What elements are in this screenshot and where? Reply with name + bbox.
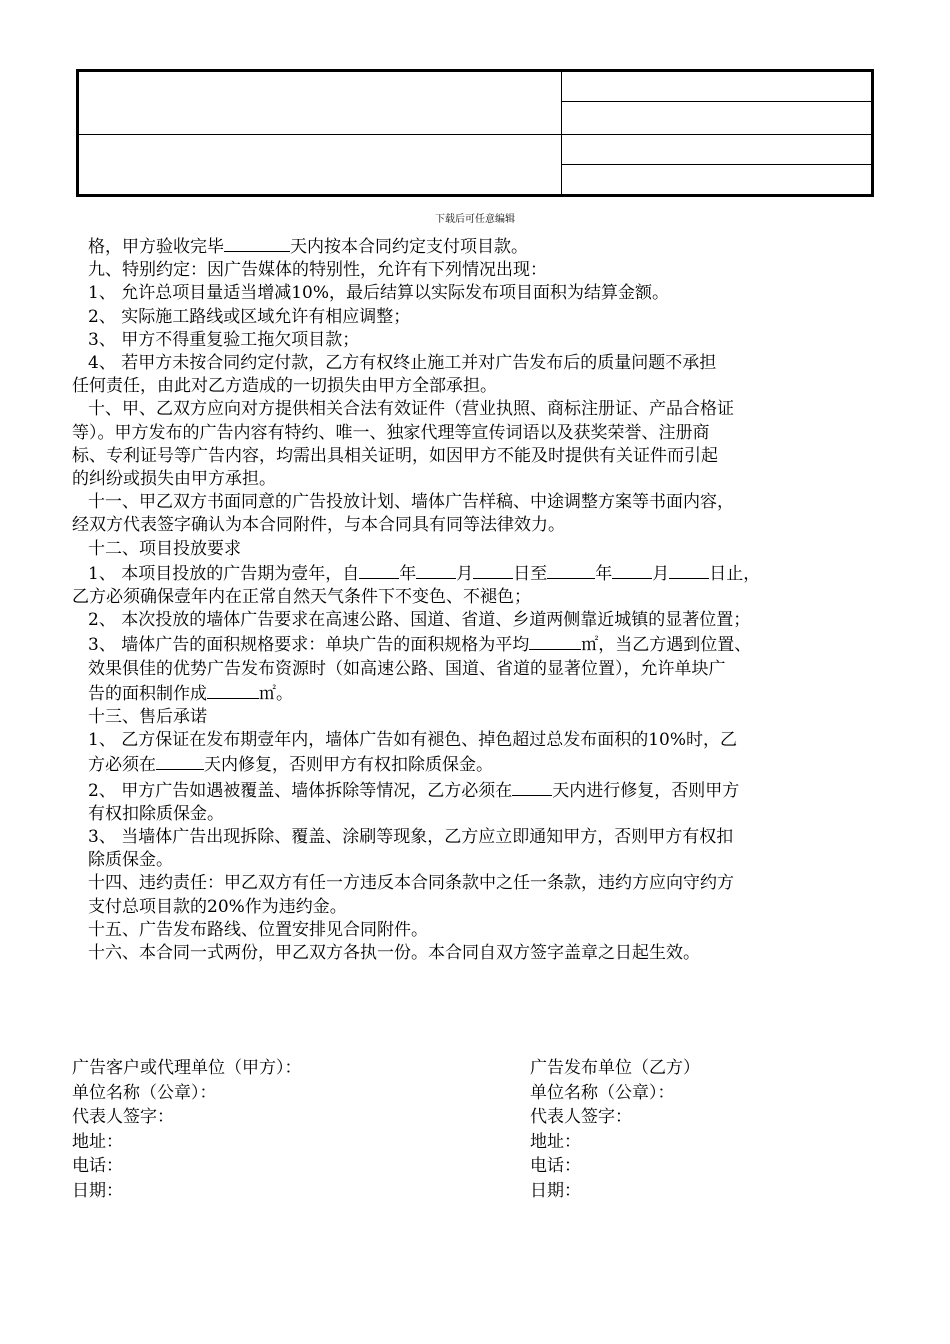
clause-line: 格，甲方验收完毕 天内按本合同约定支付项目款。 — [72, 234, 884, 259]
clause-line: 效果俱佳的优势广告发布资源时（如高速公路、国道、省道的显著位置），允许单块广 — [88, 658, 726, 679]
clause-line: 3、 墙体广告的面积规格要求：单块广告的面积规格为平均 ㎡，当乙方遇到位置、 — [72, 632, 884, 657]
clause-line: 的纠纷或损失由甲方承担。 — [72, 469, 276, 490]
clause-line: 2、 本次投放的墙体广告要求在高速公路、国道、省道、乡道两侧靠近城镇的显著位置； — [88, 610, 751, 631]
party-a-signature-block — [72, 1056, 302, 1204]
clause-line: 1、 允许总项目量适当增减10%，最后结算以实际发布项目面积为结算金额。 — [88, 283, 670, 304]
party-a-title: 广告客户或代理单位（甲方）： — [72, 1058, 302, 1078]
clause-line: 告的面积制作成 ㎡。 — [72, 681, 884, 706]
party-b-phone: 电话： — [530, 1156, 581, 1177]
clause-line: 标、专利证号等广告内容，均需出具相关证明，如因甲方不能及时提供有关证件而引起 — [72, 445, 718, 466]
clause-heading: 十一、甲乙双方书面同意的广告投放计划、墙体广告样稿、中途调整方案等书面内容， — [88, 492, 734, 513]
header-table-left-row-line — [79, 134, 561, 135]
clause-line: 1、 乙方保证在发布期壹年内，墙体广告如有褪色、掉色超过总发布面积的10%时，乙 — [88, 730, 738, 751]
blank-field — [416, 561, 456, 579]
party-a-phone: 电话： — [72, 1156, 123, 1177]
clause-line: 2、 甲方广告如遇被覆盖、墙体拆除等情况，乙方必须在 天内进行修复，否则甲方 — [72, 778, 884, 803]
header-table-right-row-line-1 — [561, 101, 871, 102]
blank-field — [669, 561, 709, 579]
party-b-date: 日期： — [530, 1180, 581, 1201]
clause-line: 支付总项目款的20%作为违约金。 — [88, 896, 347, 917]
party-b-unit-name: 单位名称（公章）： — [530, 1082, 675, 1103]
clause-heading: 十五、广告发布路线、位置安排见合同附件。 — [88, 919, 428, 940]
party-b-title: 广告发布单位（乙方） — [530, 1058, 700, 1078]
party-b-address: 地址： — [530, 1131, 581, 1152]
blank-field — [359, 561, 399, 579]
blank-field — [612, 561, 652, 579]
clause-line: 1、 本项目投放的广告期为壹年，自 年 月 日至 年 月 日止， — [72, 561, 884, 586]
blank-field — [156, 752, 204, 770]
blank-field — [512, 778, 552, 796]
party-a-address: 地址： — [72, 1131, 123, 1152]
clause-line: 方必须在 天内修复，否则甲方有权扣除质保金。 — [72, 752, 884, 777]
party-a-date: 日期： — [72, 1180, 123, 1201]
clause-heading: 十二、项目投放要求 — [88, 538, 241, 559]
blank-field — [224, 234, 290, 252]
clause-heading: 十三、售后承诺 — [88, 707, 207, 728]
clause-line: 乙方必须确保壹年内在正常自然天气条件下不变色、不褪色； — [72, 587, 531, 608]
blank-field — [473, 561, 513, 579]
party-a-unit-name: 单位名称（公章）： — [72, 1082, 217, 1103]
clause-heading: 十四、违约责任：甲乙双方有任一方违反本合同条款中之任一条款，违约方应向守约方 — [88, 873, 734, 894]
clause-heading: 九、特别约定：因广告媒体的特别性，允许有下列情况出现： — [88, 260, 547, 281]
clause-heading: 十、甲、乙双方应向对方提供相关合法有效证件（营业执照、商标注册证、产品合格证 — [88, 399, 734, 420]
blank-field — [207, 681, 259, 699]
header-table-right-row-line-3 — [561, 164, 871, 165]
header-table-divider — [561, 72, 562, 194]
clause-line: 除质保金。 — [88, 850, 173, 871]
party-b-signature-block — [530, 1056, 700, 1204]
clause-line: 经双方代表签字确认为本合同附件，与本合同具有同等法律效力。 — [72, 515, 565, 536]
header-table — [76, 69, 874, 197]
contract-body — [72, 234, 884, 965]
clause-line: 4、 若甲方未按合同约定付款，乙方有权终止施工并对广告发布后的质量问题不承担 — [88, 353, 717, 374]
party-a-representative: 代表人签字： — [72, 1107, 174, 1128]
clause-line: 2、 实际施工路线或区域允许有相应调整； — [88, 306, 411, 327]
party-b-representative: 代表人签字： — [530, 1107, 632, 1128]
clause-heading: 十六、本合同一式两份，甲乙双方各执一份。本合同自双方签字盖章之日起生效。 — [88, 943, 700, 964]
blank-field — [529, 632, 581, 650]
header-table-right-row-line-2 — [561, 134, 871, 135]
clause-line: 等）。甲方发布的广告内容有特约、唯一、独家代理等宣传词语以及获奖荣誉、注册商 — [72, 422, 710, 443]
clause-line: 3、 甲方不得重复验工拖欠项目款； — [88, 329, 360, 350]
blank-field — [547, 561, 595, 579]
clause-line: 有权扣除质保金。 — [88, 803, 224, 824]
clause-line: 任何责任，由此对乙方造成的一切损失由甲方全部承担。 — [72, 376, 497, 397]
editable-caption: 下载后可任意编辑 — [435, 214, 515, 225]
clause-line: 3、 当墙体广告出现拆除、覆盖、涂刷等现象，乙方应立即通知甲方，否则甲方有权扣 — [88, 827, 734, 848]
